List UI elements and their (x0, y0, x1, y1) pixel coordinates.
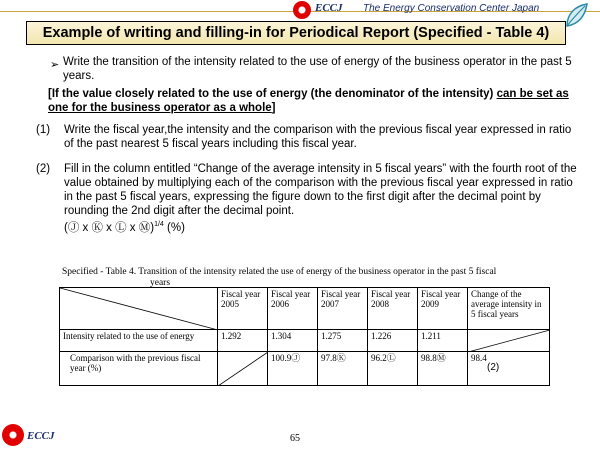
col-header-2008: Fiscal year 2008 (368, 288, 418, 330)
item-2-block (64, 162, 584, 235)
bullet-text: Write the transition of the intensity related to the use of energy of the business operator in the past 5 years. (63, 56, 572, 82)
cell-intensity-2005: 1.292 (218, 330, 268, 352)
bullet-arrow-icon: ➢ (50, 59, 60, 71)
item-2-formula: (Ⓙ x Ⓚ x Ⓛ x Ⓜ) (64, 221, 155, 234)
col-header-2006: Fiscal year 2006 (268, 288, 318, 330)
cell-comparison-change-value: 98.4 (471, 353, 487, 363)
col-header-2009: Fiscal year 2009 (418, 288, 468, 330)
item-2-exponent: 1/4 (154, 221, 164, 228)
table-row-comparison (60, 352, 550, 386)
table-corner-cell (60, 288, 218, 330)
cell-comparison-2009: 98.8Ⓜ (418, 352, 468, 386)
cell-comparison-change-note: (2) (487, 362, 500, 373)
item-2-number: (2) (36, 163, 51, 175)
cell-comparison-2006: 100.9Ⓙ (268, 352, 318, 386)
header-org: The Energy Conservation Center Japan (363, 3, 540, 14)
table-caption-line1: Specified - Table 4. Transition of the intensity related the use of energy of the business operator in the past 5 fiscal (62, 267, 497, 277)
page-number: 65 (290, 433, 300, 444)
col-header-2005: Fiscal year 2005 (218, 288, 268, 330)
item-2-formula-line (64, 218, 584, 235)
table-row-intensity (60, 330, 550, 352)
cell-intensity-2008: 1.226 (368, 330, 418, 352)
table-caption-line2: years (150, 278, 171, 288)
item-2-unit: (%) (167, 221, 185, 234)
footer-brand: ECCJ (27, 430, 55, 442)
cell-comparison-2008: 96.2Ⓛ (368, 352, 418, 386)
page-title: Example of writing and filling-in for Periodical Report (Specified - Table 4) (26, 21, 566, 45)
cell-intensity-2007: 1.275 (318, 330, 368, 352)
col-header-change: Change of the average intensity in 5 fiscal years (468, 288, 550, 330)
cell-comparison-2007: 97.8Ⓚ (318, 352, 368, 386)
eccj-logo-icon (293, 1, 311, 19)
eccj-logo-icon (2, 424, 24, 446)
cell-comparison-2005 (218, 352, 268, 386)
report-table (59, 287, 550, 386)
item-2-text: Fill in the column entitled “Change of the average intensity in 5 fiscal years” with the fourth root of the value obtained by multiplying each of the comparison with the previous fiscal year expressed in ratio in the past 5 fiscal years, expressing the figure down to the first digit after the decimal point by rounding the 2nd digit after the decimal point. (64, 163, 577, 217)
cell-comparison-change (468, 352, 550, 386)
cell-intensity-2006: 1.304 (268, 330, 318, 352)
col-header-2007: Fiscal year 2007 (318, 288, 368, 330)
item-1-number: (1) (36, 124, 51, 136)
diagonal-line-icon (218, 352, 268, 386)
bracket-note-underline: can be set as one for the business operator as a whole (48, 88, 569, 114)
table-caption (62, 267, 582, 289)
header-brand: ECCJ (315, 2, 343, 14)
bracket-note-pre: [If the value closely related to the use of energy (the denominator of the intensity) (48, 88, 497, 100)
row-label-comparison: Comparison with the previous fiscal year (%) (60, 352, 218, 386)
cell-intensity-change (468, 330, 550, 352)
row-label-intensity: Intensity related to the use of energy (60, 330, 218, 352)
item-1-text: Write the fiscal year,the intensity and the comparison with the previous fiscal year expressed in ratio of the past nearest 5 fiscal years including this fiscal year. (64, 124, 572, 150)
diagonal-line-icon (468, 330, 550, 352)
bracket-note (48, 87, 578, 115)
table-header-row (60, 288, 550, 330)
cell-intensity-2009: 1.211 (418, 330, 468, 352)
diagonal-line-icon (60, 288, 218, 330)
bracket-note-post: ] (271, 102, 276, 114)
